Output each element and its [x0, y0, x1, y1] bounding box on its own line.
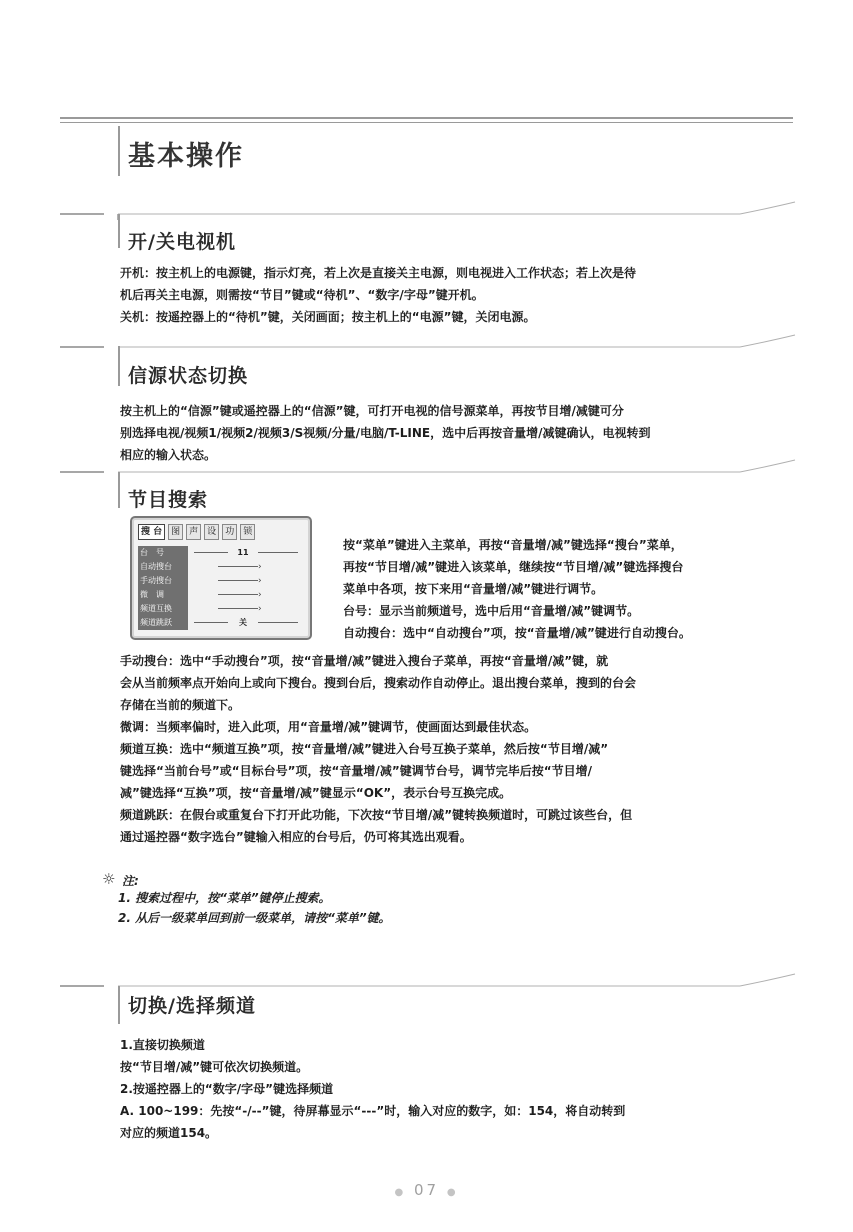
title-vertical-rule — [118, 126, 120, 176]
menu-tab-function: 功 — [222, 524, 237, 540]
note-line: 2. 从后一级菜单回到前一级菜单，请按“菜单”键。 — [118, 911, 391, 925]
menu-rows — [138, 546, 304, 630]
section-title-source: 信源状态切换 — [128, 365, 249, 387]
section-divider-1 — [60, 198, 800, 220]
paragraph-line: 按主机上的“信源”键或遥控器上的“信源”键，可打开电视的信号源菜单，再按节目增/减键可分 — [120, 404, 624, 418]
menu-tab-picture: 图 — [168, 524, 183, 540]
paragraph-line: 1.直接切换频道 — [120, 1038, 205, 1052]
paragraph-line: 减”键选择“互换”项，按“音量增/减”键显示“OK”，表示台号互换完成。 — [120, 786, 512, 800]
section-divider-4 — [60, 970, 800, 992]
menu-row-label: 手动搜台 — [138, 574, 188, 588]
menu-tabs — [138, 524, 304, 540]
menu-row-channel — [138, 546, 304, 560]
section-1-vertical-rule — [118, 214, 120, 248]
menu-row-label: 自动搜台 — [138, 560, 188, 574]
menu-row-manual-search — [138, 574, 304, 588]
section-title-power: 开/关电视机 — [128, 231, 236, 253]
note-heading: 注: — [122, 874, 139, 888]
arrow-right-icon: › — [258, 562, 262, 572]
paragraph-line: A. 100~199：先按“-/--”键，待屏幕显示“---”时，输入对应的数字，如：154，将自动转到 — [120, 1104, 626, 1118]
section-body-search — [120, 650, 795, 848]
section-2-vertical-rule — [118, 346, 120, 386]
page-number — [0, 1181, 853, 1199]
menu-row-label: 微 调 — [138, 588, 188, 602]
section-title-channel: 切换/选择频道 — [128, 995, 256, 1017]
menu-tab-lock: 锁 — [240, 524, 255, 540]
section-title-search: 节目搜索 — [128, 489, 209, 511]
menu-row-bar — [218, 594, 258, 595]
section-divider-2 — [60, 331, 800, 353]
top-rule — [60, 117, 793, 119]
paragraph-line: 机后再关主电源，则需按“节目”键或“待机”、“数字/字母”键开机。 — [120, 288, 484, 302]
menu-tab-sound: 声 — [186, 524, 201, 540]
menu-row-bar — [218, 580, 258, 581]
paragraph-line: 关机：按遥控器上的“待机”键，关闭画面；按主机上的“电源”键，关闭电源。 — [120, 310, 536, 324]
paragraph-line: 按“菜单”键进入主菜单，再按“音量增/减”键选择“搜台”菜单， — [343, 538, 683, 552]
page-number-value: 07 — [413, 1181, 440, 1199]
note-sun-icon: ☼ — [102, 870, 116, 888]
menu-row-fine-tune — [138, 588, 304, 602]
paragraph-line: 菜单中各项，按下来用“音量增/减”键进行调节。 — [343, 582, 604, 596]
menu-row-label: 频道跳跃 — [138, 616, 188, 630]
paragraph-line: 通过遥控器“数字选台”键输入相应的台号后，仍可将其选出观看。 — [120, 830, 472, 844]
paragraph-line: 相应的输入状态。 — [120, 448, 217, 462]
paragraph-line: 对应的频道154。 — [120, 1126, 218, 1140]
section-body-power — [120, 262, 795, 328]
section-search-side-text — [343, 534, 803, 644]
paragraph-line: 频道互换：选中“频道互换”项，按“音量增/减”键进入台号互换子菜单，然后按“节目增/减” — [120, 742, 609, 756]
paragraph-line: 2.按遥控器上的“数字/字母”键选择频道 — [120, 1082, 334, 1096]
dot-icon: ● — [394, 1187, 407, 1198]
section-divider-3 — [60, 456, 800, 478]
menu-row-swap — [138, 602, 304, 616]
menu-row-bar — [218, 608, 258, 609]
menu-row-skip — [138, 616, 304, 630]
menu-row-value: 关 — [228, 616, 258, 630]
paragraph-line: 键选择“当前台号”或“目标台号”项，按“音量增/减”键调节台号，调节完毕后按“节目增/ — [120, 764, 592, 778]
paragraph-line: 台号：显示当前频道号，选中后用“音量增/减”键调节。 — [343, 604, 640, 618]
menu-tab-search: 搜 台 — [138, 524, 165, 540]
paragraph-line: 再按“节目增/减”键进入该菜单，继续按“节目增/减”键选择搜台 — [343, 560, 684, 574]
dot-icon: ● — [446, 1187, 459, 1198]
arrow-right-icon: › — [258, 590, 262, 600]
paragraph-line: 频道跳跃：在假台或重复台下打开此功能，下次按“节目增/减”键转换频道时，可跳过该些台，但 — [120, 808, 633, 822]
paragraph-line: 手动搜台：选中“手动搜台”项，按“音量增/减”键进入搜台子菜单，再按“音量增/减”键，就 — [120, 654, 609, 668]
note-line: 1. 搜索过程中，按“菜单”键停止搜索。 — [118, 891, 331, 905]
menu-row-label: 台 号 — [138, 546, 188, 560]
paragraph-line: 别选择电视/视频1/视频2/视频3/S视频/分量/电脑/T-LINE，选中后再按音量增/减键确认，电视转到 — [120, 426, 651, 440]
page-title: 基本操作 — [128, 141, 244, 172]
section-4-vertical-rule — [118, 986, 120, 1024]
search-menu-illustration — [130, 516, 312, 640]
menu-row-value: 11 — [228, 546, 258, 560]
paragraph-line: 开机：按主机上的电源键，指示灯亮，若上次是直接关主电源，则电视进入工作状态；若上次是待 — [120, 266, 637, 280]
menu-row-bar — [218, 566, 258, 567]
menu-tab-setup: 设 — [204, 524, 219, 540]
arrow-right-icon: › — [258, 604, 262, 614]
paragraph-line: 自动搜台：选中“自动搜台”项，按“音量增/减”键进行自动搜台。 — [343, 626, 691, 640]
paragraph-line: 按“节目增/减”键可依次切换频道。 — [120, 1060, 309, 1074]
paragraph-line: 会从当前频率点开始向上或向下搜台。搜到台后，搜索动作自动停止。退出搜台菜单，搜到的台会 — [120, 676, 637, 690]
arrow-right-icon: › — [258, 576, 262, 586]
note-body — [118, 888, 391, 928]
menu-row-label: 频道互换 — [138, 602, 188, 616]
menu-row-auto-search — [138, 560, 304, 574]
top-rule-thin — [60, 122, 793, 123]
section-body-channel — [120, 1034, 795, 1144]
paragraph-line: 微调：当频率偏时，进入此项，用“音量增/减”键调节，使画面达到最佳状态。 — [120, 720, 537, 734]
section-3-vertical-rule — [118, 472, 120, 508]
paragraph-line: 存储在当前的频道下。 — [120, 698, 241, 712]
